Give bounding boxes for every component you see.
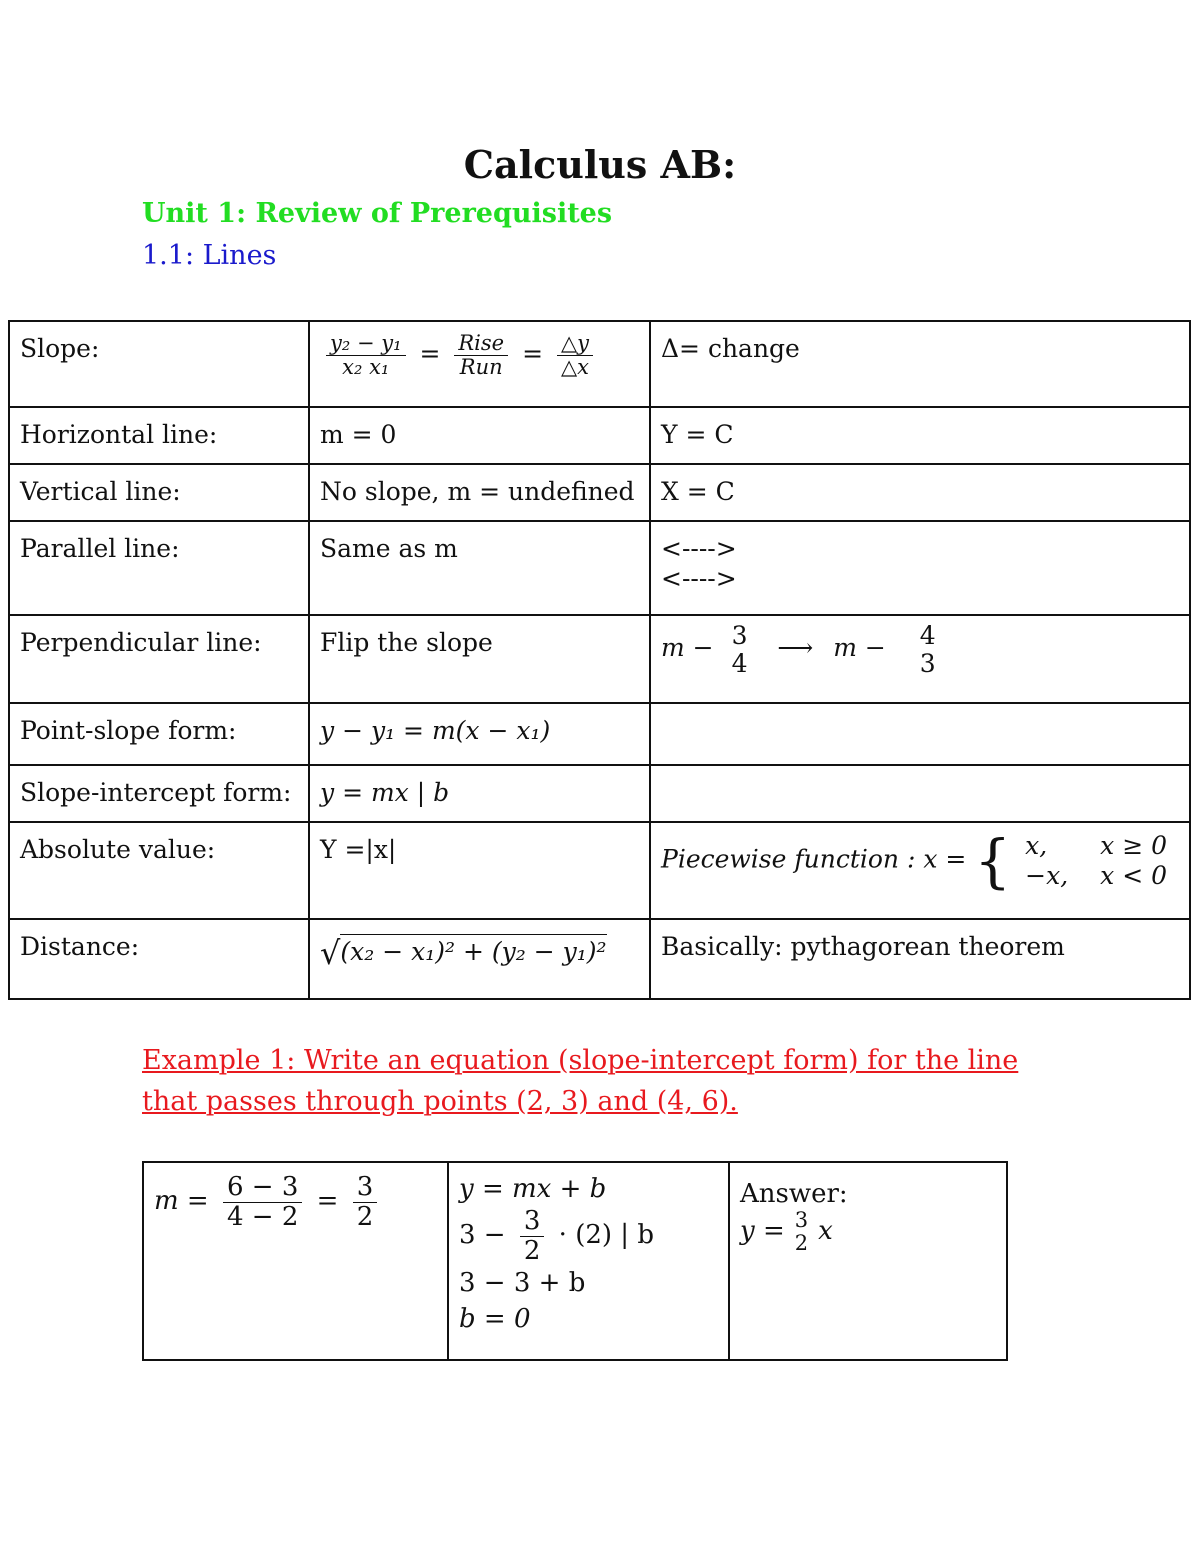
table-row [9,464,1190,521]
unit-heading: Unit 1: Review of Prerequisites [142,198,613,229]
delta-fraction: $\frac{\triangle y}{\triangle x}$ [557,332,593,379]
slope-fraction: $\frac{\text{y₂ − y₁}}{\text{x₂ x₁}}$ [326,332,406,379]
piecewise-cases [1019,831,1173,891]
table-row [143,1162,1007,1360]
slope-formula [309,321,650,407]
row-note: Y = C [650,407,1190,464]
row-label: Distance: [9,919,309,999]
piecewise-formula [650,822,1190,919]
table-row [9,765,1190,822]
row-value: Y =|x| [309,822,650,919]
work-line: b = 0 [459,1304,531,1335]
math-m: m − [661,633,714,662]
table-row [9,703,1190,765]
empty-cell [650,765,1190,822]
work-line: y = mx + b [459,1174,607,1204]
row-label: Vertical line: [9,464,309,521]
intercept-calc [448,1162,729,1360]
page-title: Calculus AB: [463,142,737,187]
math-m: m − [833,633,886,662]
work-line: 3 − 3 + b [459,1268,586,1299]
piecewise-label: Piecewise function : x = [661,844,967,874]
case-expr: x, [1025,831,1048,860]
case-cond: x ≥ 0 [1100,831,1168,860]
table-row [9,521,1190,615]
rise-run-fraction: $\frac{\text{Rise}}{\text{Run}}$ [454,332,508,379]
row-value: Flip the slope [309,615,650,703]
row-label: Point-slope form: [9,703,309,765]
answer-label: Answer: [740,1179,848,1209]
row-value: m = 0 [309,407,650,464]
example-work-table [142,1161,1008,1361]
row-formula: y − y₁ = m(x − x₁) [309,703,650,765]
perpendicular-formula [650,615,1190,703]
row-label: Horizontal line: [9,407,309,464]
fraction: 3 2 [794,1208,809,1256]
row-label: Slope-intercept form: [9,765,309,822]
work-line: 3 − $\frac{3}{2}$ · (2) | b [459,1206,654,1266]
math-m: m = [154,1186,209,1217]
fraction: $\frac{3}{2}$ [520,1207,545,1265]
row-value: Same as m [309,521,650,615]
row-note: Basically: pythagorean theorem [650,919,1190,999]
arrow-line: <----> [661,534,737,563]
sqrt-icon: √ [320,934,341,972]
table-row [9,615,1190,703]
row-label: Parallel line: [9,521,309,615]
equals: = [316,1186,339,1217]
radicand: (x₂ − x₁)² + (y₂ − y₁)² [340,934,606,966]
fraction: 3 4 [731,621,748,678]
distance-formula [309,919,650,999]
case-cond: x < 0 [1100,861,1168,890]
reference-table [8,320,1191,1000]
table-row [9,321,1190,407]
row-label: Perpendicular line: [9,615,309,703]
answer-cell [729,1162,1007,1360]
row-note: X = C [650,464,1190,521]
table-row [9,919,1190,999]
parallel-arrows [650,521,1190,615]
arrow-icon: ⟶ [777,633,814,662]
fraction: $\frac{6 - 3}{4 - 2}$ [223,1173,302,1231]
fraction: 4 3 [919,621,936,678]
row-label: Absolute value: [9,822,309,919]
fraction: $\frac{3}{2}$ [353,1173,378,1231]
table-row [9,407,1190,464]
arrow-line: <----> [661,564,737,593]
brace-icon: { [974,827,1012,895]
section-heading: 1.1: Lines [142,240,277,271]
slope-calc [143,1162,448,1360]
row-formula: y = mx | b [309,765,650,822]
table-row [9,822,1190,919]
equals: = [419,339,441,369]
slope-note: Δ= change [650,321,1190,407]
row-label: Slope: [9,321,309,407]
row-value: No slope, m = undefined [309,464,650,521]
answer-formula: y = 3 2 x [740,1208,833,1256]
example-prompt: Example 1: Write an equation (slope-intercept form) for the line that passes through points (2, 3) and (4, 6). [142,1045,1019,1117]
empty-cell [650,703,1190,765]
case-expr: −x, [1025,861,1069,890]
equals: = [522,339,544,369]
